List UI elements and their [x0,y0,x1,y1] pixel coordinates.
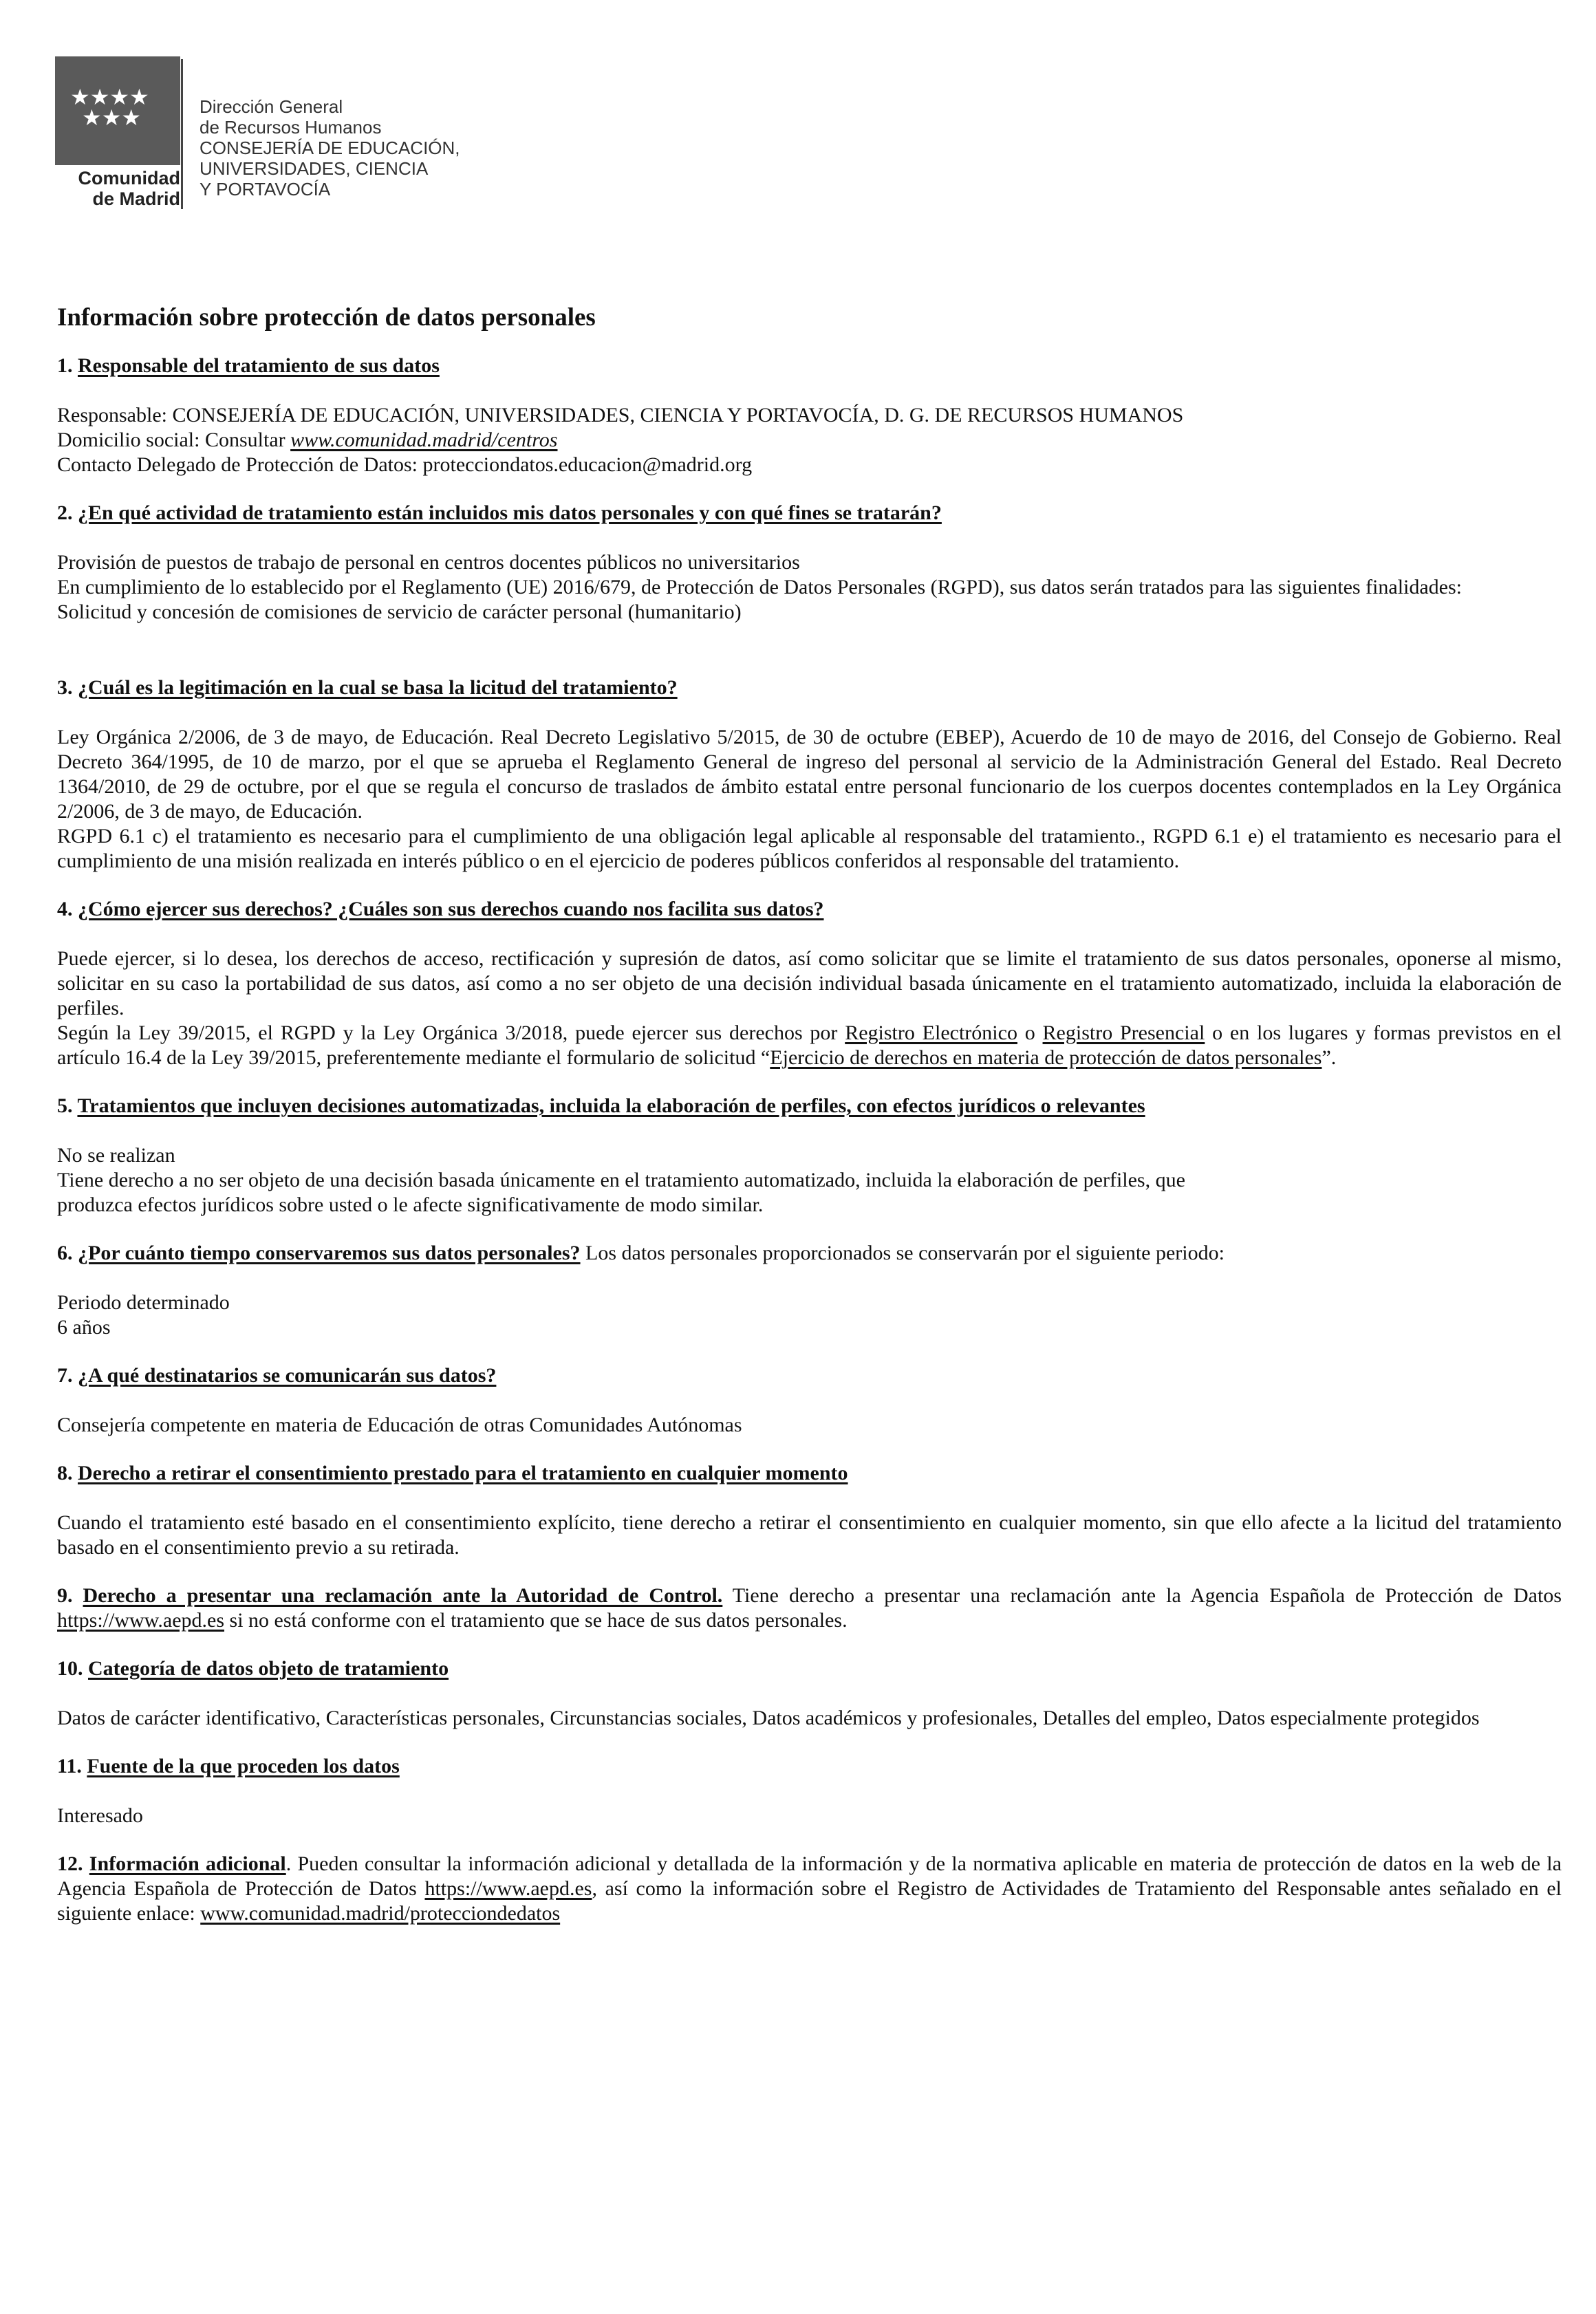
responsable-line: Responsable: CONSEJERÍA DE EDUCACIÓN, UNIVERSIDADES, CIENCIA Y PORTAVOCÍA, D. G. DE RECURSOS HUMANOS [57,404,1184,426]
section-9-heading: 9. Derecho a presentar una reclamación ante la Autoridad de Control. Tiene derecho a presentar una reclamación ante la Agencia Española de Protección de Datos https://www.aepd.es si no está conforme con el tratamiento que se hace de sus datos personales. [57,1584,1562,1632]
logo-caption: Comunidad de Madrid [78,168,180,209]
document-title: Información sobre protección de datos personales [57,303,596,332]
section-8-heading: 8. Derecho a retirar el consentimiento prestado para el tratamiento en cualquier momento [57,1462,848,1484]
section-10: 10. Categoría de datos objeto de tratamiento Datos de carácter identificativo, Características personales, Circunstancias sociales, Datos académicos y profesionales, Detalles del empleo, Datos especialmente protegidos [57,1656,1562,1731]
section-10-heading: 10. Categoría de datos objeto de tratamiento [57,1657,449,1680]
section-3: 3. ¿Cuál es la legitimación en la cual se basa la licitud del tratamiento? Ley Orgánica 2/2006, de 3 de mayo, de Educación. Real Decreto Legislativo 5/2015, de 30 de octubre (EBEP), Acuerdo de 10 de mayo de 2016, del Consejo de Gobierno. Real Decreto 364/1995, de 10 de marzo, por el que se aprueba el Reglamento General de ingreso del personal al servicio de la Administración General del Estado. Real Decreto 1364/2010, de 29 de octubre, por el que se regula el concurso de traslados de ámbito estatal entre personal funcionario de los cuerpos docentes contemplados en la Ley Orgánica 2/2006, de 3 de mayo, de Educación. RGPD 6.1 c) el tratamiento es necesario para el cumplimiento de una obligación legal aplicable al responsable del tratamiento., RGPD 6.1 e) el tratamiento es necesario para el cumplimiento de una misión realizada en interés público o en el ejercicio de poderes públicos conferidos al responsable del tratamiento. [57,676,1562,872]
section-9 [57,1583,1562,1633]
ejercicio-derechos-link[interactable]: Ejercicio de derechos en materia de protección de datos personales [770,1046,1322,1069]
dpo-contact-line: Contacto Delegado de Protección de Datos: protecciondatos.educacion@madrid.org [57,453,753,476]
comunidad-madrid-logo [55,56,180,165]
section-5-heading: 5. Tratamientos que incluyen decisiones automatizadas, incluida la elaboración de perfiles, con efectos jurídicos o relevantes [57,1094,1145,1117]
section-11-heading: 11. Fuente de la que proceden los datos [57,1755,400,1777]
registro-presencial-link[interactable]: Registro Presencial [1042,1021,1205,1044]
section-6-heading: 6. ¿Por cuánto tiempo conservaremos sus datos personales? Los datos personales proporcionados se conservarán por el siguiente periodo: [57,1242,1225,1264]
section-1-heading: 1. Responsable del tratamiento de sus datos [57,354,440,377]
registro-electronico-link[interactable]: Registro Electrónico [845,1021,1017,1044]
section-4-heading: 4. ¿Cómo ejercer sus derechos? ¿Cuáles son sus derechos cuando nos facilita sus datos? [57,898,824,920]
section-1 [57,354,1562,477]
section-11: 11. Fuente de la que proceden los datos Interesado [57,1754,1562,1828]
section-6: 6. ¿Por cuánto tiempo conservaremos sus datos personales? Los datos personales proporcionados se conservarán por el siguiente periodo: Periodo determinado 6 años [57,1241,1562,1340]
organization-name: Dirección General de Recursos Humanos CONSEJERÍA DE EDUCACIÓN, UNIVERSIDADES, CIENCIA Y PORTAVOCÍA [200,96,460,199]
section-5: 5. Tratamientos que incluyen decisiones automatizadas, incluida la elaboración de perfiles, con efectos jurídicos o relevantes No se realizan Tiene derecho a no ser objeto de una decisión basada únicamente en el tratamiento automatizado, incluida la elaboración de perfiles, que produzca efectos jurídicos sobre usted o le afecte significativamente de modo similar. [57,1094,1562,1218]
aepd-link[interactable]: https://www.aepd.es [57,1609,225,1632]
section-2: 2. ¿En qué actividad de tratamiento están incluidos mis datos personales y con qué fines se tratarán? Provisión de puestos de trabajo de personal en centros docentes públicos no universitarios En cumplimiento de lo establecido por el Reglamento (UE) 2016/679, de Protección de Datos Personales (RGPD), sus datos serán tratados para las siguientes finalidades: Solicitud y concesión de comisiones de servicio de carácter personal (humanitario) [57,501,1562,625]
section-7: 7. ¿A qué destinatarios se comunicarán sus datos? Consejería competente en materia de Educación de otras Comunidades Autónomas [57,1363,1562,1438]
document-body [57,303,1562,1949]
centros-link[interactable]: www.comunidad.madrid/centros [290,429,558,451]
domicilio-line: Domicilio social: Consultar www.comunidad.madrid/centros [57,429,558,451]
section-8: 8. Derecho a retirar el consentimiento prestado para el tratamiento en cualquier momento Cuando el tratamiento esté basado en el consentimiento explícito, tiene derecho a retirar el consentimiento en cualquier momento, sin que ello afecte a la licitud del tratamiento basado en el consentimiento previo a su retirada. [57,1462,1562,1559]
header-divider [181,59,183,209]
section-12-heading: 12. Información adicional. Pueden consultar la información adicional y detallada de la información y de la normativa aplicable en materia de protección de datos en la web de la Agencia Española de Protección de Datos https://www.aepd.es, así como la información sobre el Registro de Actividades de Tratamiento del Responsable antes señalado en el siguiente enlace: www.comunidad.madrid/protecciondedatos [57,1852,1562,1925]
section-3-heading: 3. ¿Cuál es la legitimación en la cual se basa la licitud del tratamiento? [57,676,678,699]
proteccion-datos-link[interactable]: www.comunidad.madrid/protecciondedatos [200,1902,561,1925]
stars-icon: ★★★★ ★★★ [70,84,149,131]
aepd-link-2[interactable]: https://www.aepd.es [424,1877,592,1900]
section-12 [57,1852,1562,1926]
section-7-heading: 7. ¿A qué destinatarios se comunicarán sus datos? [57,1364,497,1387]
section-2-heading: 2. ¿En qué actividad de tratamiento están incluidos mis datos personales y con qué fines se tratarán? [57,501,942,524]
section-4: 4. ¿Cómo ejercer sus derechos? ¿Cuáles son sus derechos cuando nos facilita sus datos? Puede ejercer, si lo desea, los derechos de acceso, rectificación y supresión de datos, así como solicitar que se limite el tratamiento de sus datos personales, oponerse al mismo, solicitar en su caso la portabilidad de sus datos, así como a no ser objeto de una decisión individual basada únicamente en el tratamiento automatizado, incluida la elaboración de perfiles. Según la Ley 39/2015, el RGPD y la Ley Orgánica 3/2018, puede ejercer sus derechos por Registro Electrónico o Registro Presencial o en los lugares y formas previstos en el artículo 16.4 de la Ley 39/2015, preferentemente mediante el formulario de solicitud “Ejercicio de derechos en materia de protección de datos personales”. [57,898,1562,1069]
